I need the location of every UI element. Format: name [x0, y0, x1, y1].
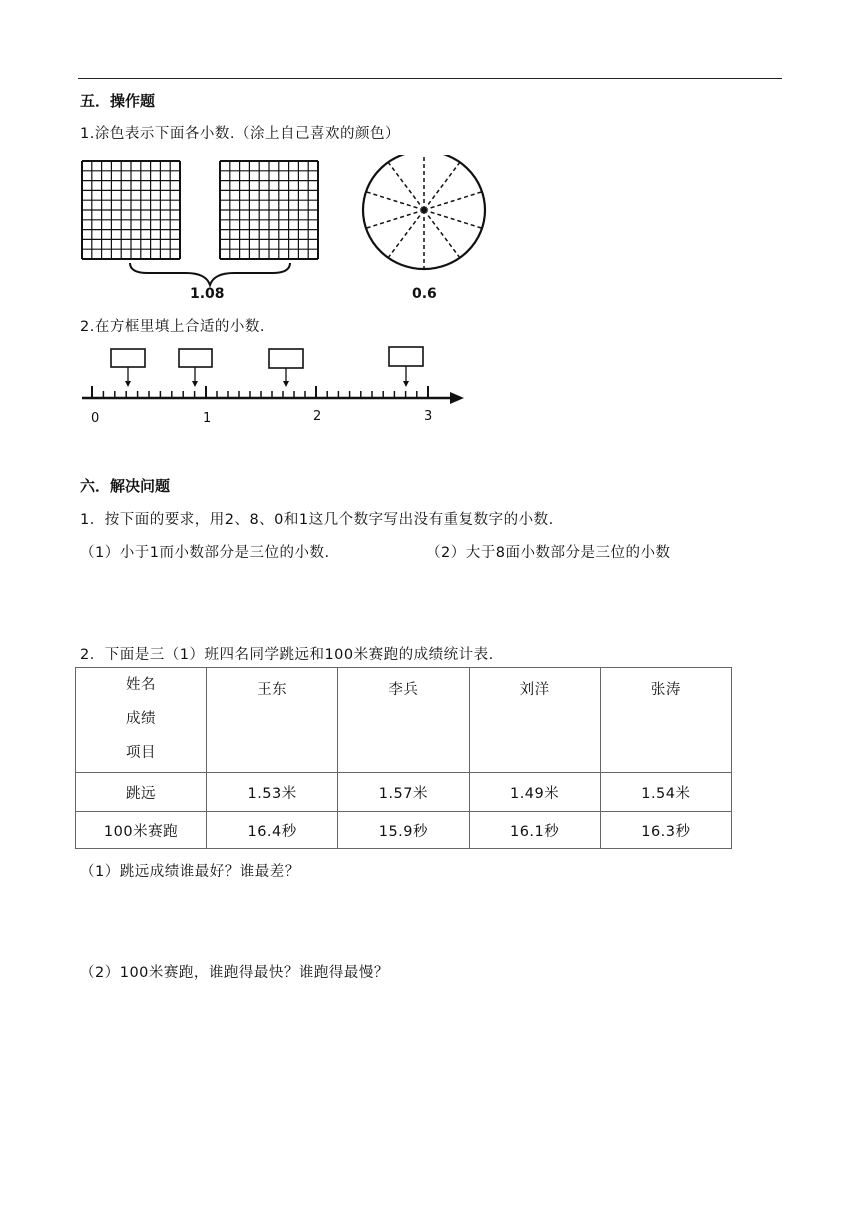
q2-text: 2.在方框里填上合适的小数.: [80, 319, 265, 335]
row-label: 100米赛跑: [76, 812, 207, 849]
header-line-score: 成绩: [126, 711, 156, 727]
s6-q2-text: 2．下面是三（1）班四名同学跳远和100米赛跑的成绩统计表.: [80, 647, 494, 663]
s6-q2-part1: （1）跳远成绩谁最好？谁最差？: [80, 864, 300, 880]
col-header: 张涛: [600, 668, 731, 773]
header-line-item: 项目: [126, 745, 156, 761]
s6-q1-text: 1．按下面的要求，用2、8、0和1这几个数字写出没有重复数字的小数.: [80, 512, 554, 528]
top-rule: [78, 78, 782, 79]
decimal-figure: [78, 155, 498, 305]
col-header: 李兵: [338, 668, 469, 773]
circle-tenths: [363, 155, 485, 269]
table-cell: 1.54米: [600, 773, 731, 812]
nl-label-0: 0: [91, 411, 100, 426]
table-cell: 15.9秒: [338, 812, 469, 849]
col-header: 刘洋: [469, 668, 600, 773]
circle-label: 0.6: [412, 286, 437, 302]
hundred-grid-left: [82, 161, 180, 259]
table-row: [76, 773, 732, 812]
s6-q1-part2: （2）大于8面小数部分是三位的小数: [426, 545, 671, 561]
s6-q1-part1: （1）小于1而小数部分是三位的小数.: [80, 545, 330, 561]
table-cell: 16.3秒: [600, 812, 731, 849]
table-cell: 1.57米: [338, 773, 469, 812]
section5-title: 五．操作题: [80, 92, 156, 110]
header-line-name: 姓名: [126, 677, 156, 693]
grid-label: 1.08: [190, 286, 225, 302]
number-line-ticks: [92, 386, 428, 398]
table-cell: 1.53米: [207, 773, 338, 812]
table-cell: 16.4秒: [207, 812, 338, 849]
arrow-head-icon: [450, 392, 464, 404]
brace: [130, 263, 290, 285]
q1-text: 1.涂色表示下面各小数.（涂上自己喜欢的颜色）: [80, 126, 400, 142]
score-table: [75, 667, 732, 849]
row-label: 跳远: [76, 773, 207, 812]
table-corner-header: [76, 668, 207, 773]
nl-label-1: 1: [203, 411, 212, 426]
col-header: 王东: [207, 668, 338, 773]
table-cell: 16.1秒: [469, 812, 600, 849]
nl-label-3: 3: [424, 409, 433, 424]
table-cell: 1.49米: [469, 773, 600, 812]
table-row: [76, 812, 732, 849]
s6-q2-part2: （2）100米赛跑，谁跑得最快？谁跑得最慢？: [80, 965, 389, 981]
answer-boxes: [111, 347, 423, 387]
hundred-grid-right: [220, 161, 318, 259]
number-line-figure: [78, 345, 478, 435]
section6-title: 六．解决问题: [80, 477, 171, 495]
nl-label-2: 2: [313, 409, 322, 424]
